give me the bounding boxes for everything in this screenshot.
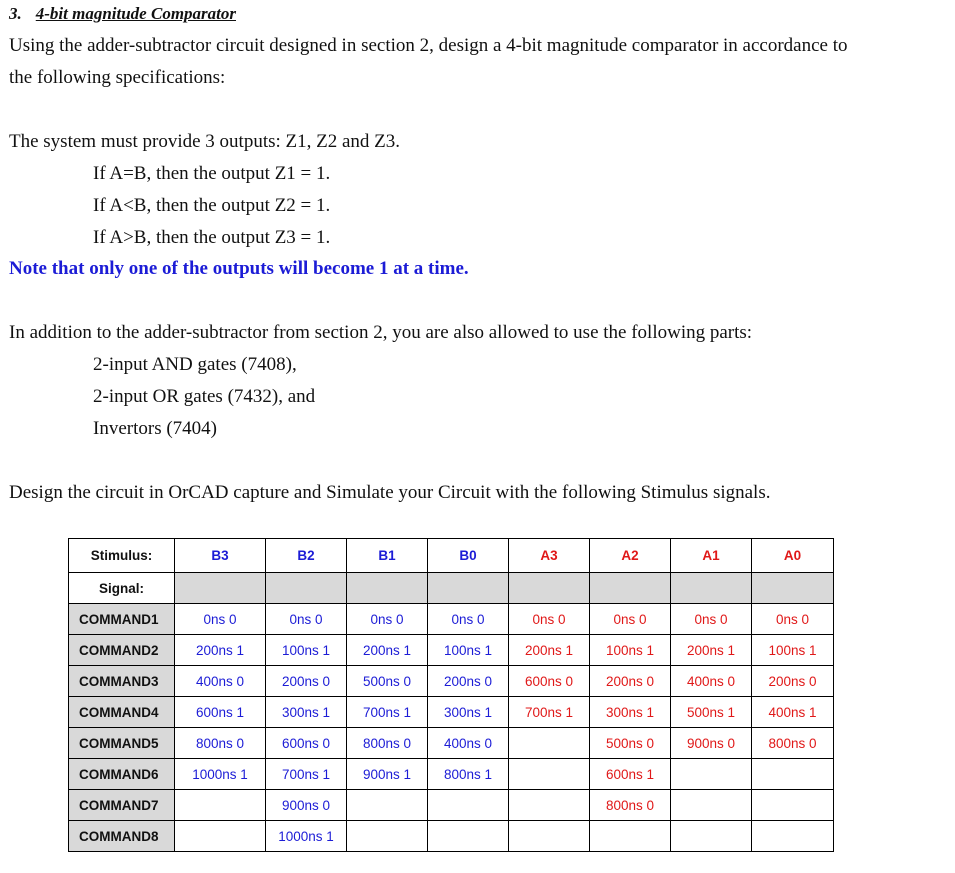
- stimulus-value-a0: 200ns 0: [752, 666, 834, 697]
- stimulus-value-b3: [175, 790, 266, 821]
- stimulus-value-a2: 0ns 0: [590, 604, 671, 635]
- stimulus-value-b3: 400ns 0: [175, 666, 266, 697]
- command-label: COMMAND5: [69, 728, 175, 759]
- stimulus-value-a0: 100ns 1: [752, 635, 834, 666]
- col-header-b1: B1: [347, 539, 428, 573]
- signal-cell: [347, 573, 428, 604]
- command-row: [69, 697, 834, 728]
- col-header-b3: B3: [175, 539, 266, 573]
- stimulus-value-b0: 400ns 0: [428, 728, 509, 759]
- col-header-a3: A3: [509, 539, 590, 573]
- section-title: 4-bit magnitude Comparator: [35, 4, 236, 23]
- col-header-a2: A2: [590, 539, 671, 573]
- stimulus-value-b2: 1000ns 1: [266, 821, 347, 852]
- command-row: [69, 759, 834, 790]
- stimulus-value-b0: 800ns 1: [428, 759, 509, 790]
- stimulus-value-a0: 0ns 0: [752, 604, 834, 635]
- command-row: [69, 728, 834, 759]
- stimulus-value-b3: 600ns 1: [175, 697, 266, 728]
- stimulus-value-a2: 100ns 1: [590, 635, 671, 666]
- command-label: COMMAND4: [69, 697, 175, 728]
- signal-row: [69, 573, 834, 604]
- stimulus-value-a3: [509, 821, 590, 852]
- stimulus-value-b2: 300ns 1: [266, 697, 347, 728]
- stimulus-value-a3: 700ns 1: [509, 697, 590, 728]
- stimulus-value-a1: 500ns 1: [671, 697, 752, 728]
- command-label: COMMAND3: [69, 666, 175, 697]
- stimulus-value-a1: 900ns 0: [671, 728, 752, 759]
- command-label: COMMAND7: [69, 790, 175, 821]
- stimulus-value-b1: 700ns 1: [347, 697, 428, 728]
- col-header-b2: B2: [266, 539, 347, 573]
- stimulus-value-b1: [347, 821, 428, 852]
- part-and-gates: 2-input AND gates (7408),: [93, 354, 297, 375]
- stimulus-value-b2: 700ns 1: [266, 759, 347, 790]
- note-text: Note that only one of the outputs will become 1 at a time.: [9, 258, 469, 279]
- stimulus-value-b1: 500ns 0: [347, 666, 428, 697]
- signal-cell: [428, 573, 509, 604]
- stimulus-value-a3: [509, 728, 590, 759]
- signal-cell: [590, 573, 671, 604]
- stimulus-value-b1: 800ns 0: [347, 728, 428, 759]
- stimulus-value-b1: 0ns 0: [347, 604, 428, 635]
- command-row: [69, 790, 834, 821]
- stimulus-value-b1: [347, 790, 428, 821]
- stimulus-value-a0: [752, 759, 834, 790]
- stimulus-value-a1: [671, 821, 752, 852]
- stimulus-value-a2: 600ns 1: [590, 759, 671, 790]
- stimulus-value-a1: [671, 790, 752, 821]
- part-or-gates: 2-input OR gates (7432), and: [93, 386, 316, 407]
- stimulus-value-a2: [590, 821, 671, 852]
- col-header-a0: A0: [752, 539, 834, 573]
- stimulus-value-b2: 600ns 0: [266, 728, 347, 759]
- col-header-a1: A1: [671, 539, 752, 573]
- stimulus-value-b3: 0ns 0: [175, 604, 266, 635]
- parts-intro: In addition to the adder-subtractor from section 2, you are also allowed to use the following parts:: [9, 322, 753, 343]
- condition-equal: If A=B, then the output Z1 = 1.: [93, 163, 331, 184]
- stimulus-value-b0: [428, 821, 509, 852]
- stimulus-value-a0: 400ns 1: [752, 697, 834, 728]
- stimulus-value-a3: [509, 759, 590, 790]
- signal-cell: [752, 573, 834, 604]
- stimulus-value-a2: 300ns 1: [590, 697, 671, 728]
- stimulus-table: [68, 538, 834, 852]
- section-number: 3.: [9, 4, 22, 23]
- stimulus-value-b2: 100ns 1: [266, 635, 347, 666]
- design-instructions: Design the circuit in OrCAD capture and Simulate your Circuit with the following Stimulus signals.: [9, 482, 771, 503]
- stimulus-label: Stimulus:: [69, 539, 175, 573]
- stimulus-value-a1: [671, 759, 752, 790]
- stimulus-header-row: [69, 539, 834, 573]
- col-header-b0: B0: [428, 539, 509, 573]
- stimulus-value-b1: 900ns 1: [347, 759, 428, 790]
- command-row: [69, 635, 834, 666]
- stimulus-value-b0: 100ns 1: [428, 635, 509, 666]
- stimulus-value-a3: 600ns 0: [509, 666, 590, 697]
- stimulus-value-a0: [752, 821, 834, 852]
- signal-cell: [671, 573, 752, 604]
- intro-line-2: the following specifications:: [9, 67, 226, 88]
- stimulus-value-a3: 0ns 0: [509, 604, 590, 635]
- command-label: COMMAND1: [69, 604, 175, 635]
- stimulus-value-b3: 800ns 0: [175, 728, 266, 759]
- signal-cell: [509, 573, 590, 604]
- command-row: [69, 666, 834, 697]
- stimulus-value-a1: 200ns 1: [671, 635, 752, 666]
- command-label: COMMAND8: [69, 821, 175, 852]
- stimulus-value-b0: [428, 790, 509, 821]
- stimulus-value-b0: 200ns 0: [428, 666, 509, 697]
- command-label: COMMAND2: [69, 635, 175, 666]
- stimulus-value-b0: 300ns 1: [428, 697, 509, 728]
- stimulus-value-b3: 200ns 1: [175, 635, 266, 666]
- command-row: [69, 821, 834, 852]
- outputs-text: The system must provide 3 outputs: Z1, Z2 and Z3.: [9, 131, 401, 152]
- stimulus-value-b3: 1000ns 1: [175, 759, 266, 790]
- stimulus-value-a2: 200ns 0: [590, 666, 671, 697]
- signal-label: Signal:: [69, 573, 175, 604]
- stimulus-value-a1: 0ns 0: [671, 604, 752, 635]
- signal-cell: [266, 573, 347, 604]
- stimulus-value-a2: 500ns 0: [590, 728, 671, 759]
- stimulus-value-a0: 800ns 0: [752, 728, 834, 759]
- command-row: [69, 604, 834, 635]
- condition-greater: If A>B, then the output Z3 = 1.: [93, 227, 331, 248]
- signal-cell: [175, 573, 266, 604]
- stimulus-value-a3: 200ns 1: [509, 635, 590, 666]
- stimulus-value-b2: 900ns 0: [266, 790, 347, 821]
- stimulus-value-b3: [175, 821, 266, 852]
- part-invertors: Invertors (7404): [93, 418, 217, 439]
- stimulus-value-a0: [752, 790, 834, 821]
- stimulus-value-b1: 200ns 1: [347, 635, 428, 666]
- stimulus-value-a3: [509, 790, 590, 821]
- condition-less: If A<B, then the output Z2 = 1.: [93, 195, 331, 216]
- stimulus-value-b2: 0ns 0: [266, 604, 347, 635]
- stimulus-value-b2: 200ns 0: [266, 666, 347, 697]
- command-label: COMMAND6: [69, 759, 175, 790]
- stimulus-value-a2: 800ns 0: [590, 790, 671, 821]
- intro-line-1: Using the adder-subtractor circuit designed in section 2, design a 4-bit magnitude comparator in accordance to: [9, 35, 848, 56]
- stimulus-value-a1: 400ns 0: [671, 666, 752, 697]
- stimulus-value-b0: 0ns 0: [428, 604, 509, 635]
- section-heading: [9, 3, 236, 25]
